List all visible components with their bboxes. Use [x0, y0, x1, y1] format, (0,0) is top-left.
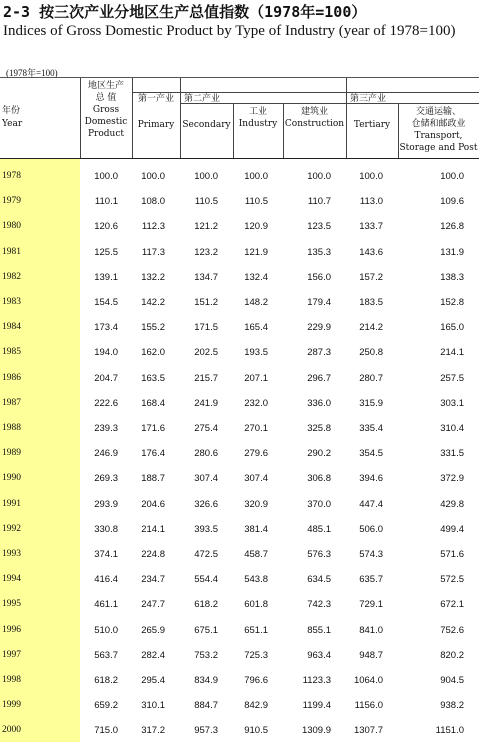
value-cell: 152.8	[440, 297, 464, 308]
table-row	[0, 565, 479, 590]
value-cell: 176.4	[141, 448, 165, 460]
value-cell: 139.1	[94, 271, 118, 283]
value-cell: 100.0	[141, 171, 165, 182]
value-cell: 938.2	[440, 700, 464, 712]
value-cell: 100.0	[307, 171, 331, 182]
value-cell: 672.1	[440, 599, 464, 611]
year-cell: 1988	[2, 423, 21, 433]
value-cell: 574.3	[359, 549, 383, 560]
value-cell: 162.0	[141, 347, 165, 359]
value-cell: 796.6	[244, 675, 268, 686]
value-cell: 331.5	[440, 448, 464, 460]
value-cell: 753.2	[194, 649, 218, 661]
value-cell: 214.1	[141, 523, 165, 535]
value-cell: 675.1	[194, 624, 218, 636]
value-cell: 165.4	[244, 322, 268, 334]
value-cell: 326.6	[194, 498, 218, 510]
value-cell: 752.6	[440, 624, 464, 636]
value-cell: 543.8	[244, 574, 268, 586]
header-divider	[180, 78, 181, 158]
value-cell: 193.5	[244, 347, 268, 359]
value-cell: 100.0	[244, 171, 268, 182]
value-cell: 275.4	[194, 423, 218, 434]
value-cell: 143.6	[359, 246, 383, 258]
year-cell: 1995	[2, 599, 21, 610]
table-row	[0, 616, 479, 641]
value-cell: 394.6	[359, 473, 383, 485]
value-cell: 202.5	[194, 347, 218, 359]
value-cell: 1156.0	[354, 700, 383, 712]
value-cell: 354.5	[359, 448, 383, 460]
value-cell: 499.4	[440, 523, 464, 535]
value-cell: 100.0	[440, 171, 464, 182]
value-cell: 179.4	[307, 297, 331, 308]
year-cell: 1980	[2, 221, 21, 232]
value-cell: 282.4	[141, 649, 165, 661]
table-row	[0, 313, 479, 338]
value-cell: 510.0	[94, 624, 118, 636]
value-cell: 120.6	[94, 221, 118, 233]
value-cell: 121.2	[194, 221, 218, 233]
table-row	[0, 162, 479, 187]
value-cell: 157.2	[359, 271, 383, 283]
value-cell: 204.7	[94, 372, 118, 384]
value-cell: 461.1	[94, 599, 118, 611]
value-cell: 295.4	[141, 675, 165, 686]
value-cell: 659.2	[94, 700, 118, 712]
header-divider	[80, 78, 81, 158]
year-cell: 1996	[2, 624, 21, 635]
year-cell: 1990	[2, 473, 21, 484]
value-cell: 270.1	[244, 423, 268, 434]
value-cell: 110.1	[94, 196, 118, 208]
value-cell: 416.4	[94, 574, 118, 586]
value-cell: 554.4	[194, 574, 218, 586]
value-cell: 110.7	[307, 196, 331, 208]
industry-header: 工业 Industry	[238, 107, 278, 129]
value-cell: 725.3	[244, 649, 268, 661]
value-cell: 224.8	[141, 549, 165, 560]
transport-header: 交通运输、 仓储和邮政业 Transport, Storage and Post	[399, 107, 478, 153]
value-cell: 234.7	[141, 574, 165, 586]
value-cell: 250.8	[359, 347, 383, 359]
value-cell: 241.9	[194, 397, 218, 409]
value-cell: 576.3	[307, 549, 331, 560]
year-cell: 1997	[2, 649, 21, 660]
value-cell: 269.3	[94, 473, 118, 485]
value-cell: 165.0	[440, 322, 464, 334]
value-cell: 325.8	[307, 423, 331, 434]
value-cell: 601.8	[244, 599, 268, 611]
table-row	[0, 540, 479, 565]
value-cell: 1064.0	[353, 675, 383, 686]
value-cell: 834.9	[194, 675, 218, 686]
value-cell: 123.2	[194, 246, 218, 258]
base-year-note: (1978年=100)	[6, 68, 58, 78]
value-cell: 109.6	[440, 196, 464, 208]
value-cell: 168.4	[141, 397, 165, 409]
year-cell: 1991	[2, 498, 21, 509]
value-cell: 1307.7	[353, 725, 383, 737]
table-row	[0, 187, 479, 212]
table-row	[0, 666, 479, 691]
value-cell: 572.5	[440, 574, 464, 586]
value-cell: 293.9	[94, 498, 118, 510]
value-cell: 948.7	[359, 649, 383, 661]
value-cell: 215.7	[194, 372, 218, 384]
value-cell: 296.7	[307, 372, 331, 384]
value-cell: 506.0	[359, 523, 383, 535]
value-cell: 173.4	[94, 322, 118, 334]
table-row	[0, 716, 479, 741]
year-cell: 1998	[2, 675, 21, 685]
value-cell: 729.1	[359, 599, 383, 611]
value-cell: 257.5	[440, 372, 464, 384]
value-cell: 246.9	[94, 448, 118, 460]
value-cell: 855.1	[307, 624, 331, 636]
value-cell: 287.3	[307, 347, 331, 359]
value-cell: 110.5	[244, 196, 268, 208]
value-cell: 1199.4	[302, 700, 331, 712]
value-cell: 156.0	[307, 271, 331, 283]
table-row	[0, 590, 479, 615]
value-cell: 307.4	[244, 473, 268, 485]
value-cell: 108.0	[141, 196, 165, 208]
value-cell: 194.0	[94, 347, 118, 359]
year-cell: 1983	[2, 297, 21, 307]
year-cell: 1979	[2, 196, 21, 207]
value-cell: 171.6	[141, 423, 165, 434]
value-cell: 154.5	[94, 297, 118, 308]
value-cell: 229.9	[307, 322, 331, 334]
value-cell: 336.0	[307, 397, 331, 409]
value-cell: 381.4	[244, 523, 268, 535]
table-row	[0, 490, 479, 515]
value-cell: 472.5	[194, 549, 218, 560]
value-cell: 634.5	[307, 574, 331, 586]
value-cell: 126.8	[440, 221, 464, 233]
gdp-header: 地区生产 总 值 Gross Domestic Product	[84, 81, 128, 139]
value-cell: 372.9	[440, 473, 464, 485]
value-cell: 320.9	[244, 498, 268, 510]
year-cell: 1982	[2, 271, 21, 282]
value-cell: 1151.0	[435, 725, 464, 737]
value-cell: 214.1	[440, 347, 464, 359]
table-row	[0, 364, 479, 389]
year-cell: 1981	[2, 246, 21, 257]
tertiary-group-header: 第三产业	[350, 94, 387, 104]
value-cell: 306.8	[307, 473, 331, 485]
value-cell: 117.3	[141, 246, 165, 258]
table-row	[0, 464, 479, 489]
value-cell: 651.1	[244, 624, 268, 636]
value-cell: 204.6	[141, 498, 165, 510]
value-cell: 171.5	[194, 322, 218, 334]
value-cell: 957.3	[194, 725, 218, 737]
value-cell: 904.5	[440, 675, 464, 686]
value-cell: 112.3	[141, 221, 165, 233]
value-cell: 618.2	[94, 675, 118, 686]
value-cell: 841.0	[359, 624, 383, 636]
table-row	[0, 288, 479, 313]
value-cell: 963.4	[307, 649, 331, 661]
value-cell: 330.8	[94, 523, 118, 535]
value-cell: 742.3	[307, 599, 331, 611]
value-cell: 280.7	[359, 372, 383, 384]
value-cell: 370.0	[307, 498, 331, 510]
value-cell: 183.5	[359, 297, 383, 308]
value-cell: 429.8	[440, 498, 464, 510]
value-cell: 138.3	[440, 271, 464, 283]
table-row	[0, 515, 479, 540]
year-header: 年份 Year	[2, 106, 23, 129]
construction-header: 建筑业 Construction	[284, 107, 345, 129]
header-divider	[346, 78, 347, 158]
secondary-group-header: 第二产业	[184, 94, 221, 104]
value-cell: 335.4	[359, 423, 383, 434]
value-cell: 563.7	[94, 649, 118, 661]
value-cell: 134.7	[194, 271, 218, 283]
value-cell: 393.5	[194, 523, 218, 535]
table-row	[0, 212, 479, 237]
value-cell: 123.5	[307, 221, 331, 233]
year-cell: 1989	[2, 448, 21, 459]
value-cell: 113.0	[359, 196, 383, 208]
value-cell: 247.7	[141, 599, 165, 611]
value-cell: 100.0	[194, 171, 218, 182]
value-cell: 447.4	[359, 498, 383, 510]
value-cell: 884.7	[194, 700, 218, 712]
value-cell: 132.4	[244, 271, 268, 283]
value-cell: 279.6	[244, 448, 268, 460]
value-cell: 121.9	[244, 246, 268, 258]
value-cell: 131.9	[440, 246, 464, 258]
value-cell: 100.0	[94, 171, 118, 182]
value-cell: 239.3	[94, 423, 118, 434]
value-cell: 188.7	[141, 473, 165, 485]
year-cell: 2000	[2, 725, 21, 736]
year-cell: 1987	[2, 397, 21, 408]
value-cell: 635.7	[359, 574, 383, 586]
secondary-header-en: Secondary	[182, 120, 231, 130]
value-cell: 820.2	[440, 649, 464, 661]
value-cell: 265.9	[141, 624, 165, 636]
value-cell: 571.6	[440, 549, 464, 560]
table-row	[0, 691, 479, 716]
value-cell: 910.5	[244, 725, 268, 737]
year-cell: 1992	[2, 523, 21, 534]
value-cell: 485.1	[307, 523, 331, 535]
value-cell: 222.6	[94, 397, 118, 409]
value-cell: 214.2	[359, 322, 383, 334]
value-cell: 374.1	[94, 549, 118, 560]
tertiary-header-en: Tertiary	[353, 120, 391, 130]
value-cell: 232.0	[244, 397, 268, 409]
primary-header-en: Primary	[137, 120, 175, 130]
value-cell: 458.7	[244, 549, 268, 560]
table-row	[0, 439, 479, 464]
table-row	[0, 389, 479, 414]
value-cell: 125.5	[94, 246, 118, 258]
value-cell: 310.4	[440, 423, 464, 434]
year-cell: 1999	[2, 700, 21, 711]
primary-header-cn: 第一产业	[137, 94, 174, 104]
value-cell: 133.7	[359, 221, 383, 233]
value-cell: 135.3	[307, 246, 331, 258]
value-cell: 1123.3	[302, 675, 331, 686]
header-bottom-border	[0, 158, 479, 159]
value-cell: 315.9	[359, 397, 383, 409]
table-row	[0, 263, 479, 288]
year-cell: 1985	[2, 347, 21, 358]
value-cell: 618.2	[194, 599, 218, 611]
year-cell: 1978	[2, 171, 21, 181]
value-cell: 100.0	[359, 171, 383, 182]
year-cell: 1993	[2, 549, 21, 559]
value-cell: 155.2	[141, 322, 165, 334]
title-chinese: 2-3 按三次产业分地区生产总值指数（1978年=100）	[3, 3, 367, 21]
value-cell: 307.4	[194, 473, 218, 485]
value-cell: 842.9	[244, 700, 268, 712]
value-cell: 290.2	[307, 448, 331, 460]
value-cell: 110.5	[194, 196, 218, 208]
value-cell: 148.2	[244, 297, 268, 308]
year-cell: 1986	[2, 372, 21, 383]
table-row	[0, 641, 479, 666]
value-cell: 207.1	[244, 372, 268, 384]
value-cell: 317.2	[141, 725, 165, 737]
value-cell: 132.2	[141, 271, 165, 283]
value-cell: 303.1	[440, 397, 464, 409]
title-english: Indices of Gross Domestic Product by Type of Industry (year of 1978=100)	[3, 23, 456, 39]
year-cell: 1984	[2, 322, 21, 333]
value-cell: 163.5	[141, 372, 165, 384]
table-row	[0, 414, 479, 439]
value-cell: 1309.9	[301, 725, 331, 737]
value-cell: 715.0	[94, 725, 118, 737]
value-cell: 142.2	[141, 297, 165, 308]
value-cell: 151.2	[194, 297, 218, 308]
value-cell: 280.6	[194, 448, 218, 460]
value-cell: 120.9	[244, 221, 268, 233]
table-row	[0, 338, 479, 363]
table-top-border	[0, 77, 479, 78]
value-cell: 310.1	[141, 700, 165, 712]
year-cell: 1994	[2, 574, 21, 585]
table-row	[0, 238, 479, 263]
header-divider	[132, 78, 133, 158]
